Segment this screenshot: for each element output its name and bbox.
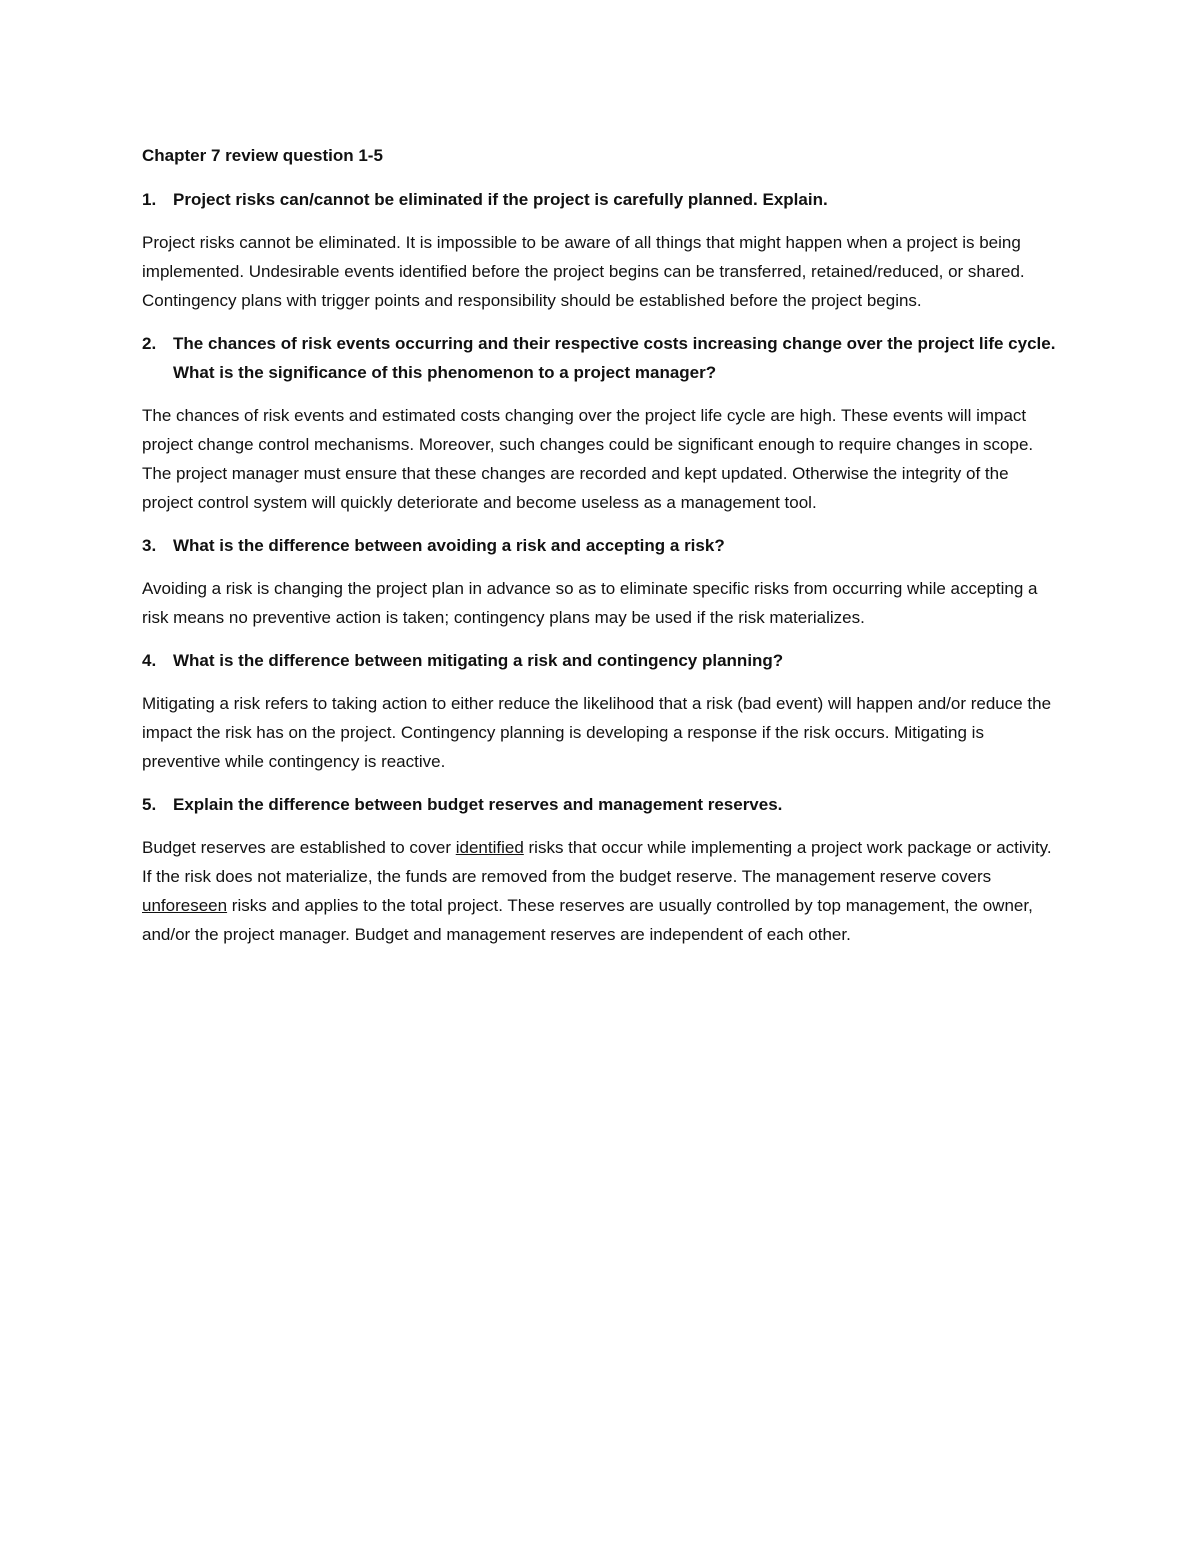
underlined-term-identified: identified — [455, 838, 524, 857]
question-number: 1. — [142, 190, 157, 209]
question-item-4 — [142, 646, 1060, 776]
question-text: The chances of risk events occurring and their respective costs increasing change over the project life cycle. What is the significance of this phenomenon to a project manager? — [173, 334, 1056, 382]
question-item-2 — [142, 329, 1060, 517]
question-5 — [142, 790, 1060, 819]
underlined-term-unforeseen: unforeseen — [142, 896, 228, 915]
document-title: Chapter 7 review question 1-5 — [142, 146, 383, 165]
answer-2: The chances of risk events and estimated costs changing over the project life cycle are high. These events will impact project change control mechanisms. Moreover, such changes could be significant enough to require changes in scope. The project manager must ensure that these changes are recorded and kept updated. Otherwise the integrity of the project control system will quickly deteriorate and become useless as a management tool. — [142, 406, 1034, 512]
answer-4: Mitigating a risk refers to taking action to either reduce the likelihood that a risk (bad event) will happen and/or reduce the impact the risk has on the project. Contingency planning is developing a response if the risk occurs. Mitigating is preventive while contingency is reactive. — [142, 694, 1052, 771]
answer-text: Budget reserves are established to cover — [142, 838, 456, 857]
document-body — [142, 141, 1060, 963]
question-item-1 — [142, 185, 1060, 315]
answer-text: risks that occur while implementing a project work package or activity. If the risk does not materialize, the funds are removed from the budget reserve. The management reserve covers — [142, 838, 1052, 886]
question-2 — [142, 329, 1060, 387]
answer-5 — [142, 833, 1060, 949]
question-text: Project risks can/cannot be eliminated if the project is carefully planned. Explain. — [173, 190, 828, 209]
question-number: 3. — [142, 536, 157, 555]
question-text: Explain the difference between budget reserves and management reserves. — [173, 795, 783, 814]
question-1 — [142, 185, 1060, 214]
question-text: What is the difference between avoiding a risk and accepting a risk? — [173, 536, 725, 555]
question-number: 5. — [142, 795, 157, 814]
question-4 — [142, 646, 1060, 675]
question-item-3 — [142, 531, 1060, 632]
question-item-5 — [142, 790, 1060, 949]
question-3 — [142, 531, 1060, 560]
question-number: 2. — [142, 334, 157, 353]
answer-3: Avoiding a risk is changing the project plan in advance so as to eliminate specific risks from occurring while accepting a risk means no preventive action is taken; contingency plans may be used if the risk materializes. — [142, 579, 1038, 627]
question-number: 4. — [142, 651, 157, 670]
answer-1: Project risks cannot be eliminated. It is impossible to be aware of all things that might happen when a project is being implemented. Undesirable events identified before the project begins can be transferred, retained/reduced, or shared. Contingency plans with trigger points and responsibility should be established before the project begins. — [142, 233, 1025, 310]
answer-text: risks and applies to the total project. These reserves are usually controlled by top management, the owner, and/or the project manager. Budget and management reserves are independent of each other. — [142, 896, 1033, 944]
question-text: What is the difference between mitigating a risk and contingency planning? — [173, 651, 784, 670]
